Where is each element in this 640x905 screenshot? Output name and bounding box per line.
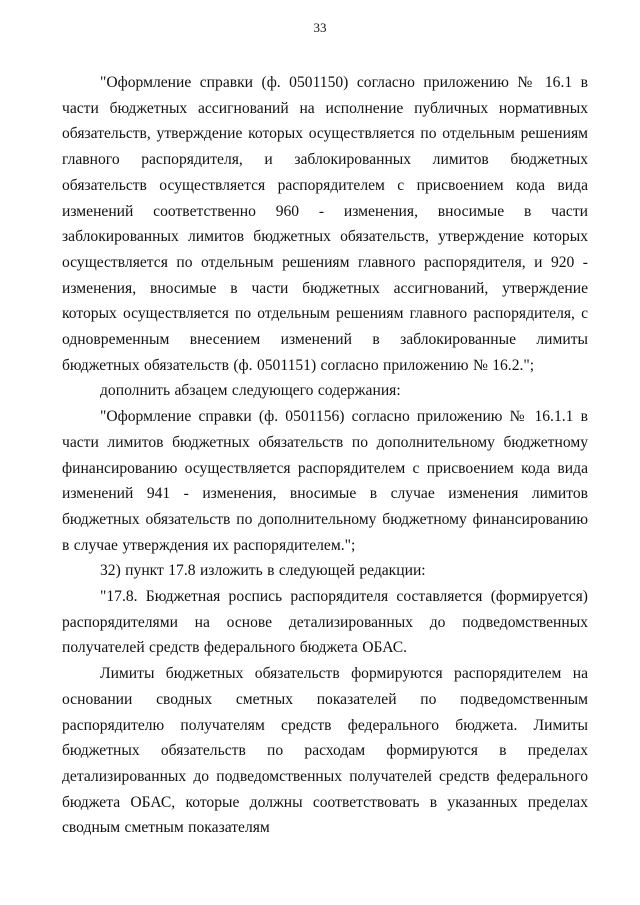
paragraph: Лимиты бюджетных обязательств формируются распорядителем на основании сводных сметных показателей по подведомственным распорядителю получателям средств федерального бюджета. Лимиты бюджетных обязательств по расходам формируются в пределах детализированных до подведомственных получателей средств федерального бюджета ОБАС, которые должны соответствовать в указанных пределах сводным сметным показателям (62, 665, 588, 837)
paragraph: "17.8. Бюджетная роспись распорядителя составляется (формируется) распорядителями на основе детализированных до подведомственных получателей средств федерального бюджета ОБАС. (62, 588, 588, 657)
paragraph: "Оформление справки (ф. 0501150) согласно приложению № 16.1 в части бюджетных ассигнований на исполнение публичных нормативных обязательств, утверждение которых осуществляется по отдельным решениям главного распорядителя, и заблокированных лимитов бюджетных обязательств осуществляется распорядителем с присвоением кода вида изменений соответственно 960 - изменения, вносимые в части заблокированных лимитов бюджетных обязательств, утверждение которых осуществляется по отдельным решениям главного распорядителя, и 920 - изменения, вносимые в части бюджетных ассигнований, утверждение которых осуществляется по отдельным решениям главного распорядителя, с одновременным внесением изменений в заблокированные лимиты бюджетных обязательств (ф. 0501151) согласно приложению № 16.2."; (62, 74, 588, 374)
document-body (62, 70, 588, 841)
paragraph: "Оформление справки (ф. 0501156) согласно приложению № 16.1.1 в части лимитов бюджетных обязательств по дополнительному бюджетному финансированию осуществляется распорядителем с присвоением кода вида изменений 941 - изменения, вносимые в случае изменения лимитов бюджетных обязательств по дополнительному бюджетному финансированию в случае утверждения их распорядителем."; (62, 408, 588, 554)
paragraph: 32) пункт 17.8 изложить в следующей редакции: (100, 562, 426, 580)
paragraph: дополнить абзацем следующего содержания: (100, 382, 401, 400)
page-number: 33 (313, 20, 327, 35)
